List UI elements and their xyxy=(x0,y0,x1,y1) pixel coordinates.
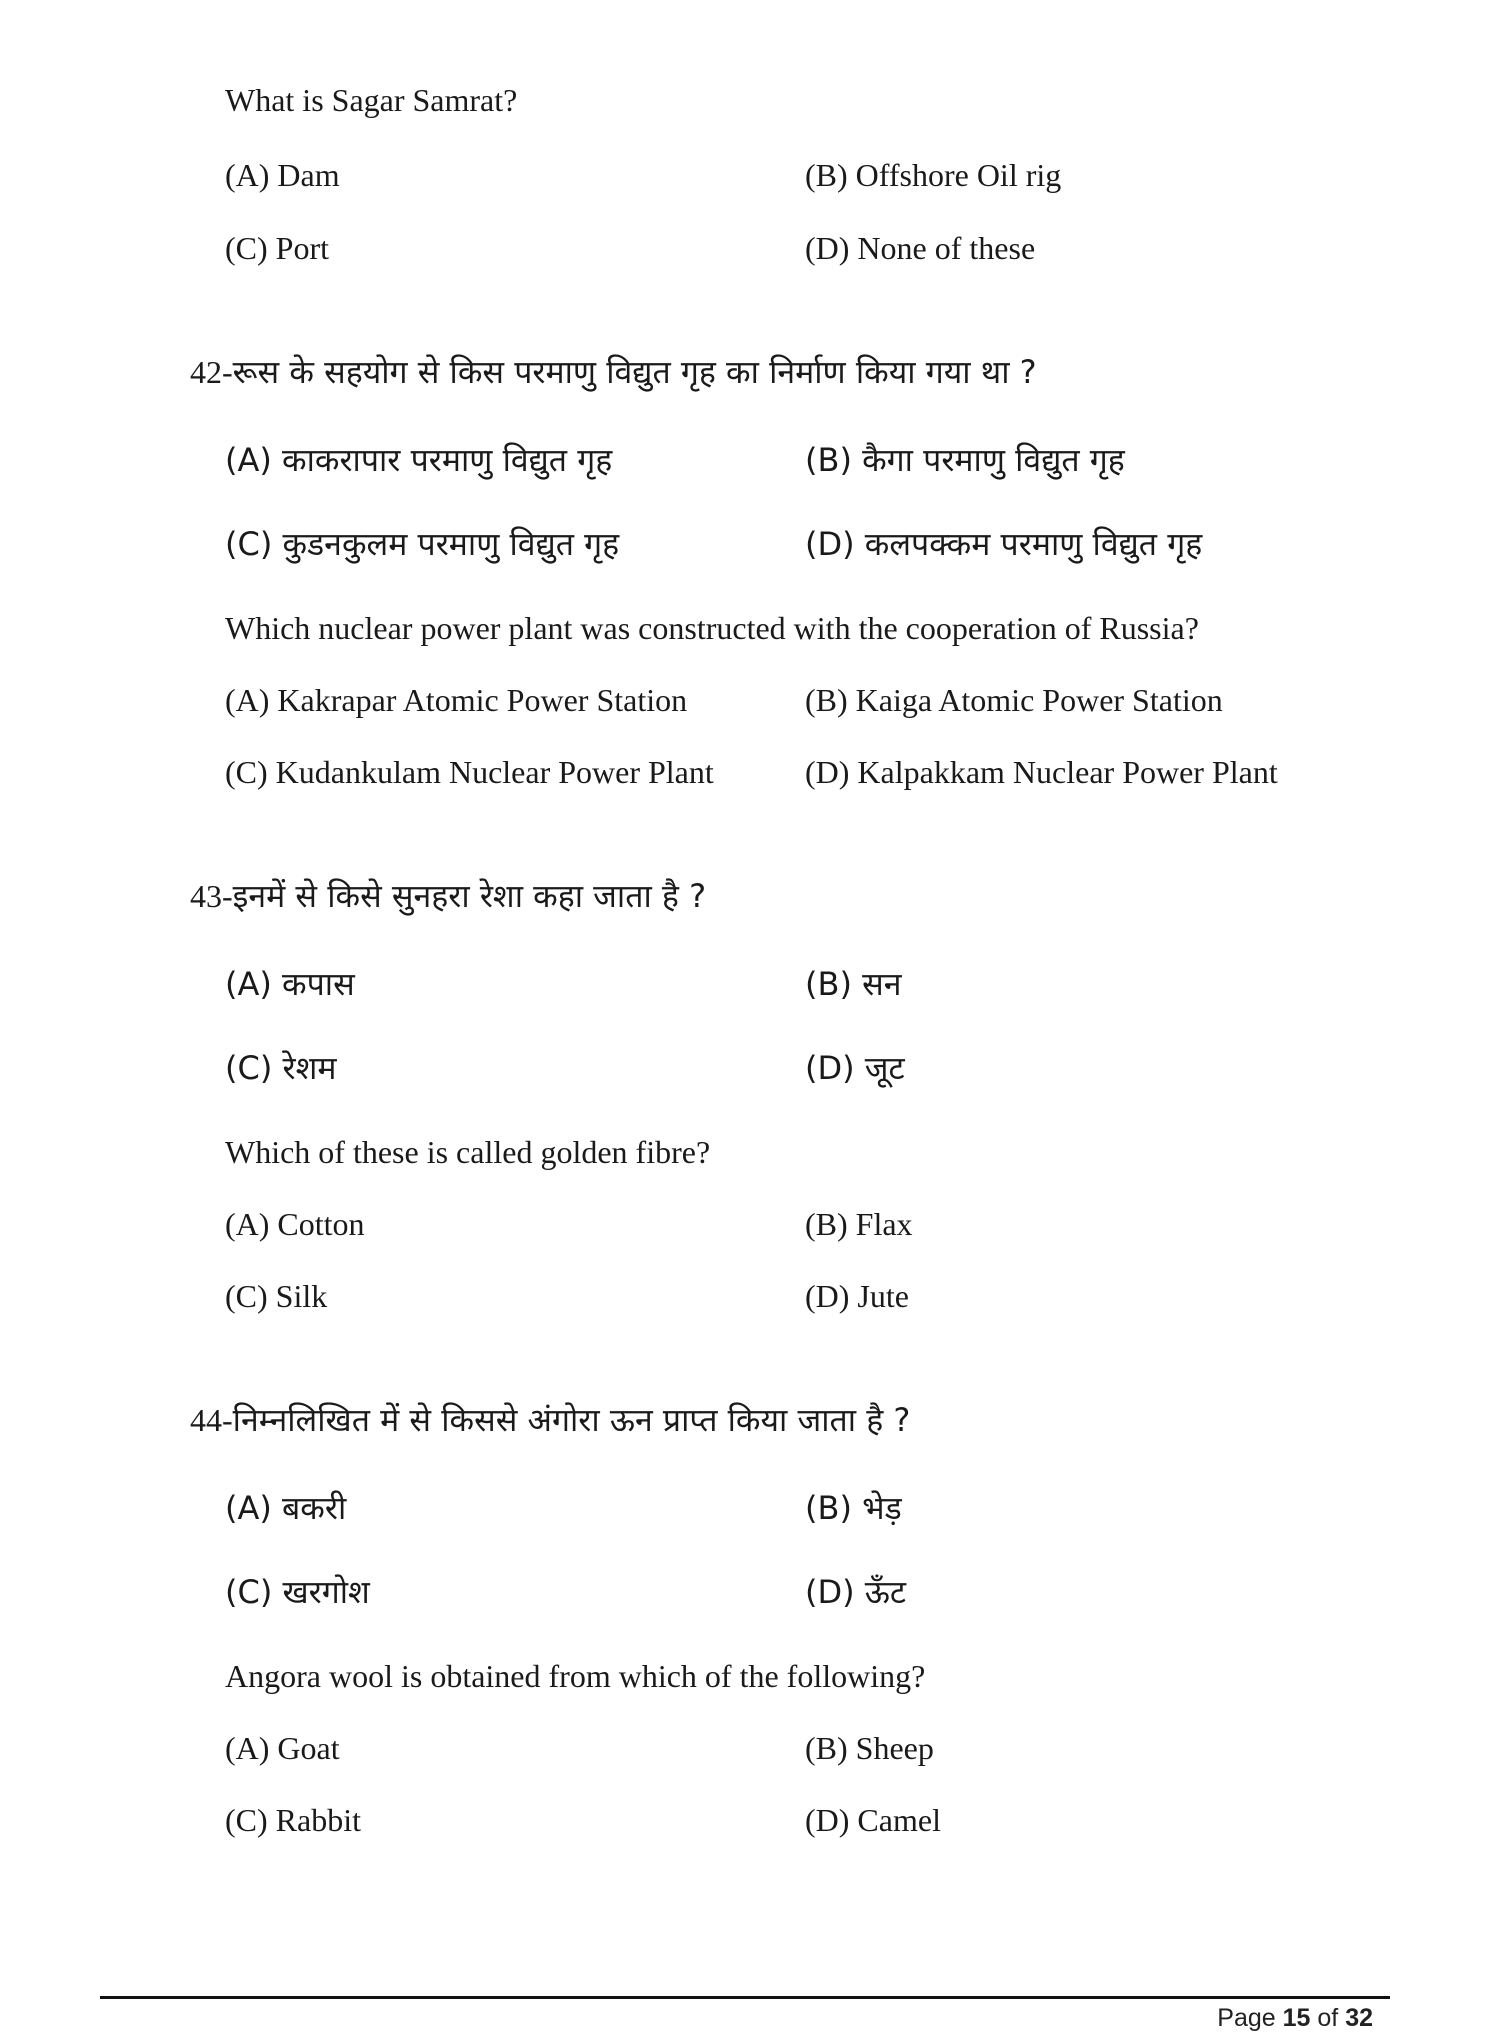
q44-option-c-hi: (C) खरगोश xyxy=(225,1573,370,1611)
q43-option-d-en: (D) Jute xyxy=(805,1278,909,1314)
q43-option-a-hi: (A) कपास xyxy=(225,965,355,1003)
q43-question-hi xyxy=(190,876,706,916)
q42-option-a-hi: (A) काकरापार परमाणु विद्युत गृह xyxy=(225,441,613,479)
q44-question-hi xyxy=(190,1400,910,1440)
q44-number: 44- xyxy=(190,1402,233,1438)
q44-question-en: Angora wool is obtained from which of the following? xyxy=(225,1658,926,1694)
q43-question-hi-text: इनमें से किसे सुनहरा रेशा कहा जाता है ? xyxy=(232,877,707,915)
q41-question-en: What is Sagar Samrat? xyxy=(225,82,518,118)
q42-question-hi-text: रूस के सहयोग से किस परमाणु विद्युत गृह का निर्माण किया गया था ? xyxy=(232,353,1037,391)
q42-question-hi xyxy=(190,352,1037,392)
q42-option-d-en: (D) Kalpakkam Nuclear Power Plant xyxy=(805,754,1278,790)
q42-option-b-en: (B) Kaiga Atomic Power Station xyxy=(805,682,1223,718)
q43-option-d-hi: (D) जूट xyxy=(805,1049,905,1087)
q41-option-c-en: (C) Port xyxy=(225,230,329,266)
q44-option-a-hi: (A) बकरी xyxy=(225,1489,347,1527)
q43-option-b-hi: (B) सन xyxy=(805,965,902,1003)
q42-option-d-hi: (D) कलपक्कम परमाणु विद्युत गृह xyxy=(805,525,1203,563)
q44-option-d-hi: (D) ऊँट xyxy=(805,1573,907,1611)
q42-option-c-en: (C) Kudankulam Nuclear Power Plant xyxy=(225,754,714,790)
page-current: 15 xyxy=(1282,2004,1311,2032)
page-word: Page xyxy=(1217,2004,1276,2032)
q43-option-b-en: (B) Flax xyxy=(805,1206,913,1242)
q43-option-c-hi: (C) रेशम xyxy=(225,1049,337,1087)
q44-option-a-en: (A) Goat xyxy=(225,1730,340,1766)
q43-option-a-en: (A) Cotton xyxy=(225,1206,365,1242)
q44-option-d-en: (D) Camel xyxy=(805,1802,941,1838)
q42-option-b-hi: (B) कैगा परमाणु विद्युत गृह xyxy=(805,441,1125,479)
q44-question-hi-text: निम्नलिखित में से किससे अंगोरा ऊन प्राप्त किया जाता है ? xyxy=(232,1401,911,1439)
q44-option-c-en: (C) Rabbit xyxy=(225,1802,361,1838)
q42-question-en: Which nuclear power plant was constructed with the cooperation of Russia? xyxy=(225,610,1199,646)
q41-option-a-en: (A) Dam xyxy=(225,157,340,193)
q41-option-d-en: (D) None of these xyxy=(805,230,1036,266)
q44-option-b-en: (B) Sheep xyxy=(805,1730,934,1766)
q41-option-b-en: (B) Offshore Oil rig xyxy=(805,157,1062,193)
page-number xyxy=(1217,2004,1373,2032)
of-word: of xyxy=(1317,2004,1339,2032)
q42-number: 42- xyxy=(190,354,233,390)
q42-option-c-hi: (C) कुडनकुलम परमाणु विद्युत गृह xyxy=(225,525,620,563)
q43-option-c-en: (C) Silk xyxy=(225,1278,328,1314)
q42-option-a-en: (A) Kakrapar Atomic Power Station xyxy=(225,682,688,718)
q43-question-en: Which of these is called golden fibre? xyxy=(225,1134,711,1170)
page-total: 32 xyxy=(1345,2004,1373,2032)
footer-divider xyxy=(100,1996,1390,1999)
q44-option-b-hi: (B) भेड़ xyxy=(805,1489,902,1527)
q43-number: 43- xyxy=(190,878,233,914)
